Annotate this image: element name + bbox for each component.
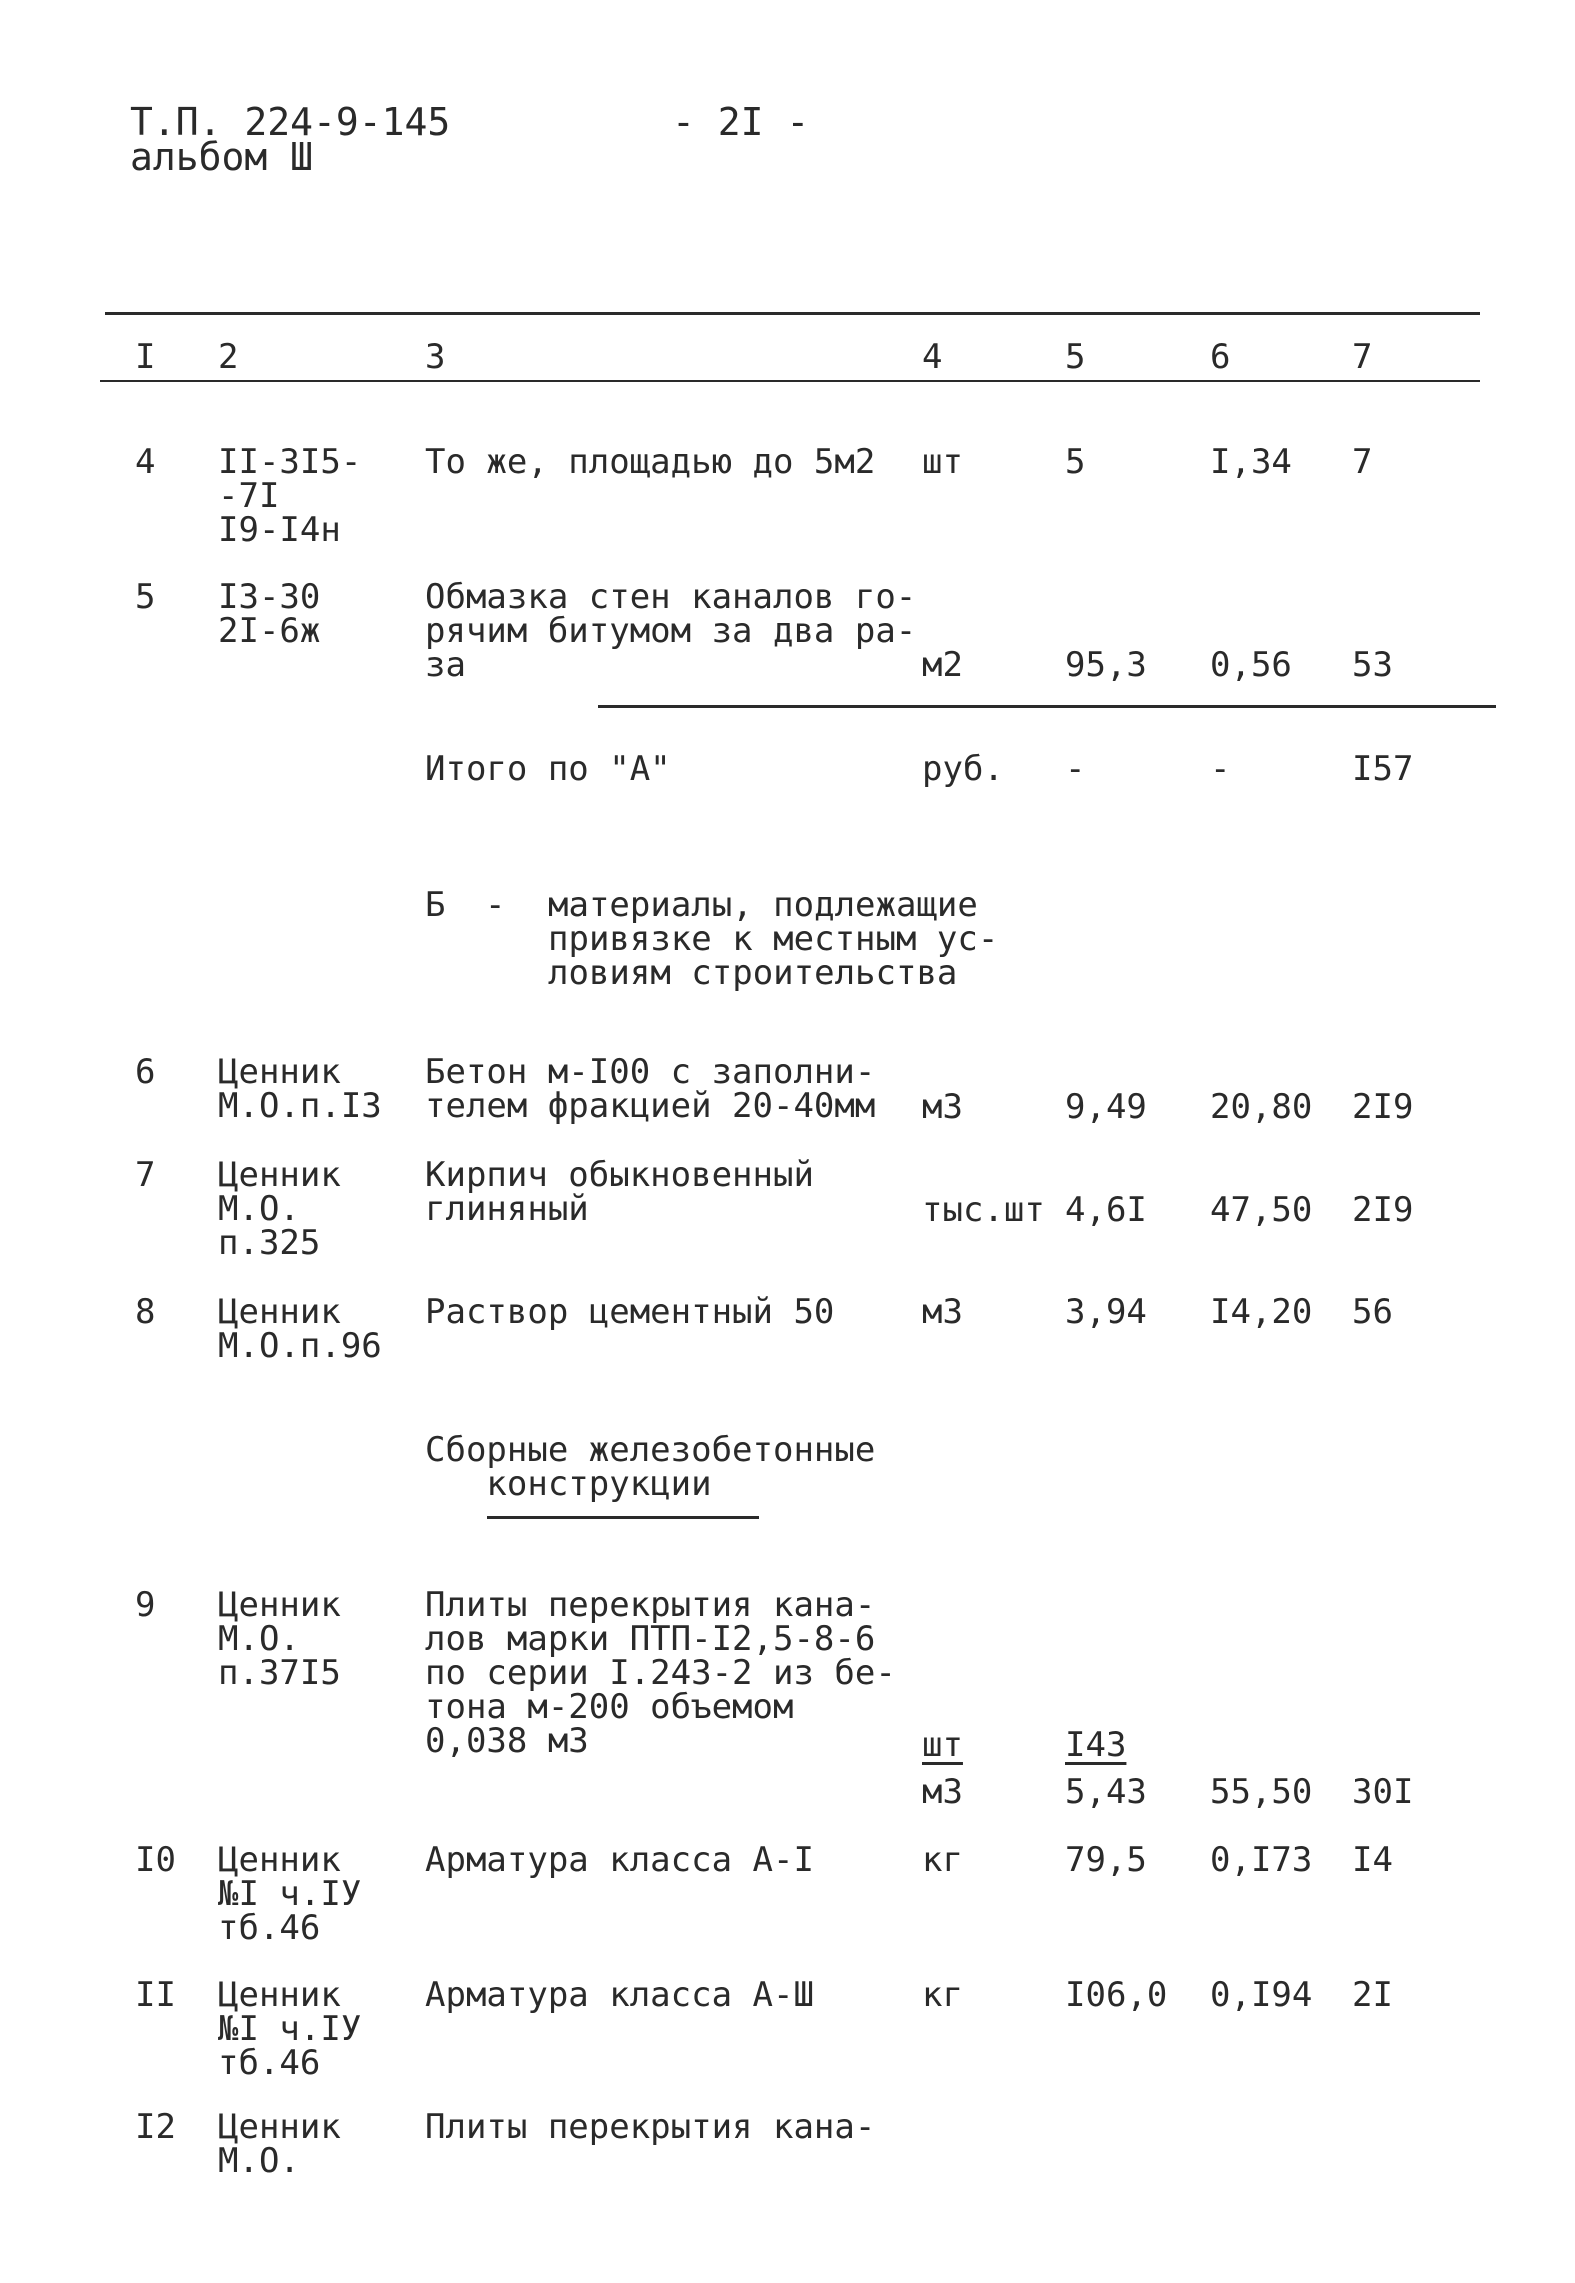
row-name: Плиты перекрытия кана- лов марки ПТП-I2,5-8-6 по серии I.243-2 из бе- тона м-200 объемом 0,038 м3 — [425, 1585, 896, 1761]
header-bottom-rule — [100, 380, 1480, 382]
row-qty: 4,6I — [1065, 1190, 1147, 1230]
row-name: Бетон м-I00 с заполни- телем фракцией 20-40мм — [425, 1052, 876, 1126]
row-qty: 79,5 — [1065, 1840, 1147, 1880]
row-name: Арматура класса А-Ш — [425, 1975, 814, 2015]
row-code: II-3I5- -7I I9-I4н — [218, 442, 362, 550]
row-qty-2: 5,43 — [1065, 1772, 1147, 1812]
page-number: - 2I - — [672, 100, 810, 144]
row-qty: 9,49 — [1065, 1087, 1147, 1127]
row-code: Ценник М.О.п.96 — [218, 1292, 382, 1366]
column-header-7: 7 — [1352, 337, 1373, 377]
section-text: материалы, подлежащие привязке к местным ус- ловиям строительства — [548, 885, 999, 993]
row-code: Ценник М.О. п.37I5 — [218, 1585, 341, 1693]
row-number: 7 — [135, 1155, 156, 1195]
column-header-5: 5 — [1065, 337, 1086, 377]
row-unit-2: м3 — [922, 1772, 963, 1812]
row-number: I0 — [135, 1840, 176, 1880]
row-number: 8 — [135, 1292, 156, 1332]
row-qty: 5 — [1065, 442, 1086, 482]
row-number: 6 — [135, 1052, 156, 1092]
row-price: 47,50 — [1210, 1190, 1313, 1230]
row-price-2: 55,50 — [1210, 1772, 1313, 1812]
row-total: 2I — [1352, 1975, 1393, 2015]
row-total: 2I9 — [1352, 1087, 1414, 1127]
column-header-6: 6 — [1210, 337, 1231, 377]
row-number: II — [135, 1975, 176, 2015]
row-price: I4,20 — [1210, 1292, 1313, 1332]
subtotal-qty: - — [1065, 749, 1086, 789]
row-unit: тыс.шт — [922, 1190, 1045, 1230]
row-unit: кг — [922, 1975, 963, 2015]
row-code: I3-30 2I-6ж — [218, 577, 321, 651]
row-price: I,34 — [1210, 442, 1292, 482]
section-letter: Б — [425, 885, 446, 925]
row-unit: шт — [922, 1725, 963, 1765]
subtotal-total: I57 — [1352, 749, 1414, 789]
row-unit: м3 — [922, 1087, 963, 1127]
row-total: 53 — [1352, 645, 1393, 685]
section-dash: - — [485, 885, 506, 925]
album-label: альбом Ш — [130, 135, 314, 179]
row-name: Раствор цементный 50 — [425, 1292, 835, 1332]
row-total: 7 — [1352, 442, 1373, 482]
row-name: То же, площадью до 5м2 — [425, 442, 876, 482]
column-header-3: 3 — [425, 337, 446, 377]
table-top-rule — [105, 312, 1480, 315]
row-name: Арматура класса А-I — [425, 1840, 814, 1880]
row-number: 5 — [135, 577, 156, 617]
column-header-1: I — [135, 337, 156, 377]
subheading: Сборные железобетонные конструкции — [425, 1430, 876, 1504]
subtotal-rule — [598, 705, 1496, 708]
row-name: Плиты перекрытия кана- — [425, 2107, 876, 2147]
row-code: Ценник М.О. п.325 — [218, 1155, 341, 1263]
row-name: Обмазка стен каналов го- рячим битумом за два ра- за — [425, 577, 917, 685]
row-unit: шт — [922, 442, 963, 482]
subheading-underline — [487, 1516, 759, 1519]
row-qty: I43 — [1065, 1725, 1127, 1765]
row-price: 0,I73 — [1210, 1840, 1313, 1880]
row-total: 56 — [1352, 1292, 1393, 1332]
column-header-2: 2 — [218, 337, 239, 377]
row-number: 9 — [135, 1585, 156, 1625]
row-number: I2 — [135, 2107, 176, 2147]
row-qty: I06,0 — [1065, 1975, 1168, 2015]
subtotal-label: Итого по "А" — [425, 749, 671, 789]
row-name: Кирпич обыкновенный глиняный — [425, 1155, 814, 1229]
subtotal-price: - — [1210, 749, 1231, 789]
row-price: 0,I94 — [1210, 1975, 1313, 2015]
row-price: 20,80 — [1210, 1087, 1313, 1127]
document-reference: Т.П. 224-9-145 — [130, 100, 451, 144]
row-total: I4 — [1352, 1840, 1393, 1880]
row-total-2: 30I — [1352, 1772, 1414, 1812]
row-code: Ценник М.О.п.I3 — [218, 1052, 382, 1126]
column-header-4: 4 — [922, 337, 943, 377]
row-qty: 95,3 — [1065, 645, 1147, 685]
row-number: 4 — [135, 442, 156, 482]
row-code: Ценник №I ч.IУ тб.46 — [218, 1840, 362, 1948]
row-unit: м3 — [922, 1292, 963, 1332]
row-qty: 3,94 — [1065, 1292, 1147, 1332]
row-unit: м2 — [922, 645, 963, 685]
row-code: Ценник №I ч.IУ тб.46 — [218, 1975, 362, 2083]
row-total: 2I9 — [1352, 1190, 1414, 1230]
row-code: Ценник М.О. — [218, 2107, 341, 2181]
row-price: 0,56 — [1210, 645, 1292, 685]
row-unit: кг — [922, 1840, 963, 1880]
subtotal-unit: руб. — [922, 749, 1004, 789]
